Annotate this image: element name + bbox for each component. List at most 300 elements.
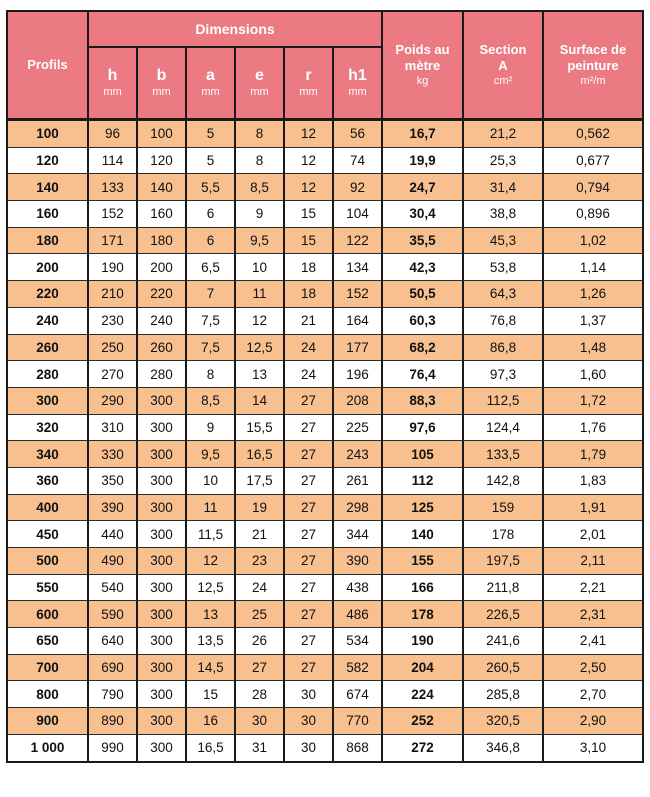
cell-section: 86,8 xyxy=(463,334,543,361)
cell-surface: 1,79 xyxy=(543,441,643,468)
table-row xyxy=(7,361,643,388)
cell-b: 300 xyxy=(137,548,186,575)
cell-poids: 155 xyxy=(382,548,463,575)
cell-h1: 868 xyxy=(333,734,382,761)
table-row xyxy=(7,628,643,655)
cell-poids: 76,4 xyxy=(382,361,463,388)
cell-h1: 56 xyxy=(333,120,382,148)
header-poids xyxy=(382,11,463,120)
cell-a: 16,5 xyxy=(186,734,235,761)
cell-e: 21 xyxy=(235,521,284,548)
cell-section: 346,8 xyxy=(463,734,543,761)
table-row xyxy=(7,521,643,548)
cell-b: 260 xyxy=(137,334,186,361)
cell-h: 890 xyxy=(88,708,137,735)
cell-section: 64,3 xyxy=(463,281,543,308)
cell-a: 6 xyxy=(186,227,235,254)
header-dim-r xyxy=(284,47,333,120)
cell-section: 211,8 xyxy=(463,574,543,601)
cell-a: 13,5 xyxy=(186,628,235,655)
cell-section: 320,5 xyxy=(463,708,543,735)
cell-h: 96 xyxy=(88,120,137,148)
cell-h: 290 xyxy=(88,387,137,414)
cell-surface: 2,41 xyxy=(543,628,643,655)
cell-profil: 260 xyxy=(7,334,88,361)
cell-profil: 360 xyxy=(7,467,88,494)
cell-a: 12,5 xyxy=(186,574,235,601)
cell-h: 152 xyxy=(88,201,137,228)
dim-symbol: r xyxy=(305,67,312,84)
header-dim-a xyxy=(186,47,235,120)
cell-section: 159 xyxy=(463,494,543,521)
cell-section: 142,8 xyxy=(463,467,543,494)
table-row xyxy=(7,681,643,708)
cell-b: 180 xyxy=(137,227,186,254)
cell-section: 133,5 xyxy=(463,441,543,468)
header-dim-e xyxy=(235,47,284,120)
cell-r: 15 xyxy=(284,201,333,228)
cell-e: 24 xyxy=(235,574,284,601)
cell-h1: 134 xyxy=(333,254,382,281)
header-surface-unit: m²/m xyxy=(580,75,606,87)
cell-poids: 35,5 xyxy=(382,227,463,254)
cell-h1: 298 xyxy=(333,494,382,521)
cell-h1: 92 xyxy=(333,174,382,201)
cell-r: 12 xyxy=(284,147,333,174)
cell-h: 250 xyxy=(88,334,137,361)
cell-profil: 500 xyxy=(7,548,88,575)
cell-surface: 2,21 xyxy=(543,574,643,601)
cell-b: 160 xyxy=(137,201,186,228)
cell-a: 11 xyxy=(186,494,235,521)
cell-surface: 2,90 xyxy=(543,708,643,735)
cell-surface: 1,14 xyxy=(543,254,643,281)
cell-e: 16,5 xyxy=(235,441,284,468)
table-row xyxy=(7,254,643,281)
cell-profil: 650 xyxy=(7,628,88,655)
header-profils: Profils xyxy=(7,11,88,120)
cell-b: 300 xyxy=(137,654,186,681)
header-section-line1: Section xyxy=(479,42,527,57)
table-row xyxy=(7,414,643,441)
cell-h1: 74 xyxy=(333,147,382,174)
cell-b: 300 xyxy=(137,494,186,521)
cell-surface: 1,76 xyxy=(543,414,643,441)
cell-h1: 164 xyxy=(333,307,382,334)
header-dim-h1 xyxy=(333,47,382,120)
cell-surface: 0,562 xyxy=(543,120,643,148)
cell-b: 300 xyxy=(137,467,186,494)
header-section-line2: A xyxy=(498,58,508,73)
cell-section: 241,6 xyxy=(463,628,543,655)
cell-section: 124,4 xyxy=(463,414,543,441)
cell-surface: 3,10 xyxy=(543,734,643,761)
table-header xyxy=(7,11,643,120)
cell-surface: 1,26 xyxy=(543,281,643,308)
cell-section: 260,5 xyxy=(463,654,543,681)
cell-r: 18 xyxy=(284,254,333,281)
cell-profil: 1 000 xyxy=(7,734,88,761)
table-row xyxy=(7,548,643,575)
cell-b: 120 xyxy=(137,147,186,174)
cell-profil: 100 xyxy=(7,120,88,148)
cell-h: 690 xyxy=(88,654,137,681)
cell-h1: 177 xyxy=(333,334,382,361)
header-poids-line2: mètre xyxy=(404,58,441,73)
cell-e: 31 xyxy=(235,734,284,761)
cell-surface: 2,70 xyxy=(543,681,643,708)
dim-symbol: b xyxy=(156,67,167,84)
cell-surface: 2,01 xyxy=(543,521,643,548)
cell-e: 10 xyxy=(235,254,284,281)
cell-e: 28 xyxy=(235,681,284,708)
cell-a: 6,5 xyxy=(186,254,235,281)
table-row xyxy=(7,734,643,761)
cell-e: 27 xyxy=(235,654,284,681)
header-section-unit: cm² xyxy=(493,75,513,87)
cell-h: 390 xyxy=(88,494,137,521)
cell-a: 13 xyxy=(186,601,235,628)
cell-a: 5 xyxy=(186,120,235,148)
cell-poids: 272 xyxy=(382,734,463,761)
cell-poids: 42,3 xyxy=(382,254,463,281)
cell-r: 27 xyxy=(284,467,333,494)
cell-a: 7 xyxy=(186,281,235,308)
cell-a: 16 xyxy=(186,708,235,735)
cell-profil: 600 xyxy=(7,601,88,628)
cell-a: 9,5 xyxy=(186,441,235,468)
cell-r: 27 xyxy=(284,414,333,441)
cell-section: 285,8 xyxy=(463,681,543,708)
cell-poids: 50,5 xyxy=(382,281,463,308)
cell-section: 25,3 xyxy=(463,147,543,174)
cell-profil: 160 xyxy=(7,201,88,228)
cell-profil: 220 xyxy=(7,281,88,308)
cell-surface: 1,37 xyxy=(543,307,643,334)
cell-surface: 2,11 xyxy=(543,548,643,575)
cell-r: 24 xyxy=(284,361,333,388)
cell-poids: 252 xyxy=(382,708,463,735)
cell-e: 9 xyxy=(235,201,284,228)
cell-e: 11 xyxy=(235,281,284,308)
cell-r: 27 xyxy=(284,387,333,414)
cell-a: 5,5 xyxy=(186,174,235,201)
cell-section: 45,3 xyxy=(463,227,543,254)
dim-symbol: h1 xyxy=(348,67,367,84)
cell-section: 197,5 xyxy=(463,548,543,575)
cell-poids: 224 xyxy=(382,681,463,708)
header-surface-line2: peinture xyxy=(567,58,619,73)
cell-e: 8 xyxy=(235,147,284,174)
table-row xyxy=(7,387,643,414)
profile-table-container xyxy=(6,10,644,763)
cell-b: 280 xyxy=(137,361,186,388)
cell-surface: 0,794 xyxy=(543,174,643,201)
cell-a: 7,5 xyxy=(186,307,235,334)
table-row xyxy=(7,174,643,201)
cell-h: 133 xyxy=(88,174,137,201)
cell-a: 6 xyxy=(186,201,235,228)
cell-r: 27 xyxy=(284,654,333,681)
cell-poids: 68,2 xyxy=(382,334,463,361)
cell-profil: 700 xyxy=(7,654,88,681)
cell-surface: 1,48 xyxy=(543,334,643,361)
cell-e: 30 xyxy=(235,708,284,735)
cell-surface: 2,31 xyxy=(543,601,643,628)
cell-r: 30 xyxy=(284,708,333,735)
cell-h1: 582 xyxy=(333,654,382,681)
header-dim-b xyxy=(137,47,186,120)
cell-e: 13 xyxy=(235,361,284,388)
cell-a: 14,5 xyxy=(186,654,235,681)
cell-h1: 225 xyxy=(333,414,382,441)
cell-poids: 190 xyxy=(382,628,463,655)
table-row xyxy=(7,574,643,601)
cell-section: 97,3 xyxy=(463,361,543,388)
cell-profil: 400 xyxy=(7,494,88,521)
table-row xyxy=(7,201,643,228)
dim-symbol: h xyxy=(107,67,118,84)
cell-h1: 344 xyxy=(333,521,382,548)
cell-b: 240 xyxy=(137,307,186,334)
table-row xyxy=(7,307,643,334)
cell-b: 300 xyxy=(137,734,186,761)
cell-h: 440 xyxy=(88,521,137,548)
cell-section: 53,8 xyxy=(463,254,543,281)
cell-h1: 104 xyxy=(333,201,382,228)
cell-h: 590 xyxy=(88,601,137,628)
cell-e: 8 xyxy=(235,120,284,148)
cell-r: 24 xyxy=(284,334,333,361)
dim-symbol: e xyxy=(255,67,264,84)
cell-a: 10 xyxy=(186,467,235,494)
dim-unit: mm xyxy=(152,86,171,98)
table-row xyxy=(7,441,643,468)
cell-h1: 243 xyxy=(333,441,382,468)
cell-e: 19 xyxy=(235,494,284,521)
cell-poids: 105 xyxy=(382,441,463,468)
cell-r: 27 xyxy=(284,548,333,575)
cell-b: 300 xyxy=(137,628,186,655)
header-dim-h xyxy=(88,47,137,120)
cell-profil: 120 xyxy=(7,147,88,174)
table-row xyxy=(7,334,643,361)
cell-profil: 180 xyxy=(7,227,88,254)
cell-r: 21 xyxy=(284,307,333,334)
cell-a: 8,5 xyxy=(186,387,235,414)
cell-b: 300 xyxy=(137,521,186,548)
cell-h1: 486 xyxy=(333,601,382,628)
cell-surface: 1,02 xyxy=(543,227,643,254)
cell-r: 12 xyxy=(284,174,333,201)
header-section xyxy=(463,11,543,120)
cell-h: 230 xyxy=(88,307,137,334)
cell-poids: 16,7 xyxy=(382,120,463,148)
cell-b: 300 xyxy=(137,681,186,708)
cell-r: 27 xyxy=(284,628,333,655)
cell-profil: 280 xyxy=(7,361,88,388)
cell-section: 112,5 xyxy=(463,387,543,414)
cell-profil: 300 xyxy=(7,387,88,414)
table-row xyxy=(7,494,643,521)
cell-surface: 1,60 xyxy=(543,361,643,388)
table-row xyxy=(7,147,643,174)
cell-surface: 1,91 xyxy=(543,494,643,521)
cell-b: 220 xyxy=(137,281,186,308)
cell-r: 12 xyxy=(284,120,333,148)
cell-profil: 550 xyxy=(7,574,88,601)
cell-h: 490 xyxy=(88,548,137,575)
cell-e: 25 xyxy=(235,601,284,628)
cell-a: 8 xyxy=(186,361,235,388)
cell-r: 27 xyxy=(284,601,333,628)
cell-h: 330 xyxy=(88,441,137,468)
cell-e: 17,5 xyxy=(235,467,284,494)
cell-b: 300 xyxy=(137,708,186,735)
cell-a: 5 xyxy=(186,147,235,174)
dim-unit: mm xyxy=(299,86,318,98)
dim-unit: mm xyxy=(250,86,269,98)
cell-h: 210 xyxy=(88,281,137,308)
cell-a: 12 xyxy=(186,548,235,575)
cell-a: 11,5 xyxy=(186,521,235,548)
cell-e: 14 xyxy=(235,387,284,414)
cell-surface: 0,677 xyxy=(543,147,643,174)
cell-h1: 674 xyxy=(333,681,382,708)
cell-profil: 240 xyxy=(7,307,88,334)
cell-poids: 112 xyxy=(382,467,463,494)
cell-h1: 534 xyxy=(333,628,382,655)
dim-unit: mm xyxy=(201,86,220,98)
cell-e: 23 xyxy=(235,548,284,575)
cell-b: 100 xyxy=(137,120,186,148)
cell-b: 300 xyxy=(137,387,186,414)
dim-unit: mm xyxy=(103,86,122,98)
cell-e: 12 xyxy=(235,307,284,334)
cell-poids: 140 xyxy=(382,521,463,548)
cell-r: 15 xyxy=(284,227,333,254)
cell-h: 790 xyxy=(88,681,137,708)
cell-e: 9,5 xyxy=(235,227,284,254)
cell-poids: 24,7 xyxy=(382,174,463,201)
table-row xyxy=(7,467,643,494)
cell-b: 300 xyxy=(137,441,186,468)
cell-h1: 438 xyxy=(333,574,382,601)
header-surface xyxy=(543,11,643,120)
cell-surface: 1,83 xyxy=(543,467,643,494)
cell-b: 300 xyxy=(137,414,186,441)
cell-b: 300 xyxy=(137,574,186,601)
profile-dimensions-table xyxy=(6,10,644,763)
cell-section: 38,8 xyxy=(463,201,543,228)
cell-r: 18 xyxy=(284,281,333,308)
cell-a: 15 xyxy=(186,681,235,708)
cell-h: 270 xyxy=(88,361,137,388)
cell-profil: 450 xyxy=(7,521,88,548)
cell-profil: 800 xyxy=(7,681,88,708)
cell-h: 114 xyxy=(88,147,137,174)
header-surface-line1: Surface de xyxy=(559,42,627,57)
cell-h1: 390 xyxy=(333,548,382,575)
cell-profil: 900 xyxy=(7,708,88,735)
cell-surface: 0,896 xyxy=(543,201,643,228)
cell-poids: 88,3 xyxy=(382,387,463,414)
cell-h1: 196 xyxy=(333,361,382,388)
cell-surface: 1,72 xyxy=(543,387,643,414)
cell-poids: 97,6 xyxy=(382,414,463,441)
cell-h1: 208 xyxy=(333,387,382,414)
table-row xyxy=(7,227,643,254)
cell-h1: 261 xyxy=(333,467,382,494)
cell-section: 178 xyxy=(463,521,543,548)
cell-h: 171 xyxy=(88,227,137,254)
cell-profil: 200 xyxy=(7,254,88,281)
dim-unit: mm xyxy=(348,86,367,98)
cell-b: 200 xyxy=(137,254,186,281)
cell-a: 9 xyxy=(186,414,235,441)
cell-surface: 2,50 xyxy=(543,654,643,681)
cell-e: 8,5 xyxy=(235,174,284,201)
cell-h: 990 xyxy=(88,734,137,761)
cell-b: 140 xyxy=(137,174,186,201)
table-row xyxy=(7,708,643,735)
cell-r: 27 xyxy=(284,574,333,601)
table-row xyxy=(7,654,643,681)
cell-poids: 178 xyxy=(382,601,463,628)
cell-poids: 30,4 xyxy=(382,201,463,228)
cell-h: 310 xyxy=(88,414,137,441)
cell-poids: 125 xyxy=(382,494,463,521)
cell-profil: 320 xyxy=(7,414,88,441)
cell-poids: 60,3 xyxy=(382,307,463,334)
cell-profil: 340 xyxy=(7,441,88,468)
cell-r: 30 xyxy=(284,681,333,708)
table-body xyxy=(7,120,643,762)
cell-e: 12,5 xyxy=(235,334,284,361)
cell-section: 226,5 xyxy=(463,601,543,628)
cell-b: 300 xyxy=(137,601,186,628)
cell-h1: 770 xyxy=(333,708,382,735)
cell-poids: 204 xyxy=(382,654,463,681)
cell-a: 7,5 xyxy=(186,334,235,361)
cell-h: 540 xyxy=(88,574,137,601)
cell-h1: 122 xyxy=(333,227,382,254)
cell-r: 27 xyxy=(284,441,333,468)
cell-section: 21,2 xyxy=(463,120,543,148)
table-row xyxy=(7,120,643,148)
cell-h: 640 xyxy=(88,628,137,655)
header-dimensions: Dimensions xyxy=(88,11,382,47)
header-poids-unit: kg xyxy=(416,75,429,87)
header-poids-line1: Poids au xyxy=(395,42,450,57)
cell-poids: 166 xyxy=(382,574,463,601)
table-row xyxy=(7,281,643,308)
cell-h: 350 xyxy=(88,467,137,494)
cell-e: 26 xyxy=(235,628,284,655)
cell-profil: 140 xyxy=(7,174,88,201)
cell-r: 27 xyxy=(284,494,333,521)
cell-poids: 19,9 xyxy=(382,147,463,174)
table-row xyxy=(7,601,643,628)
cell-r: 27 xyxy=(284,521,333,548)
cell-h: 190 xyxy=(88,254,137,281)
dim-symbol: a xyxy=(206,67,215,84)
cell-e: 15,5 xyxy=(235,414,284,441)
header-row-top xyxy=(7,11,643,47)
cell-section: 76,8 xyxy=(463,307,543,334)
cell-r: 30 xyxy=(284,734,333,761)
cell-h1: 152 xyxy=(333,281,382,308)
